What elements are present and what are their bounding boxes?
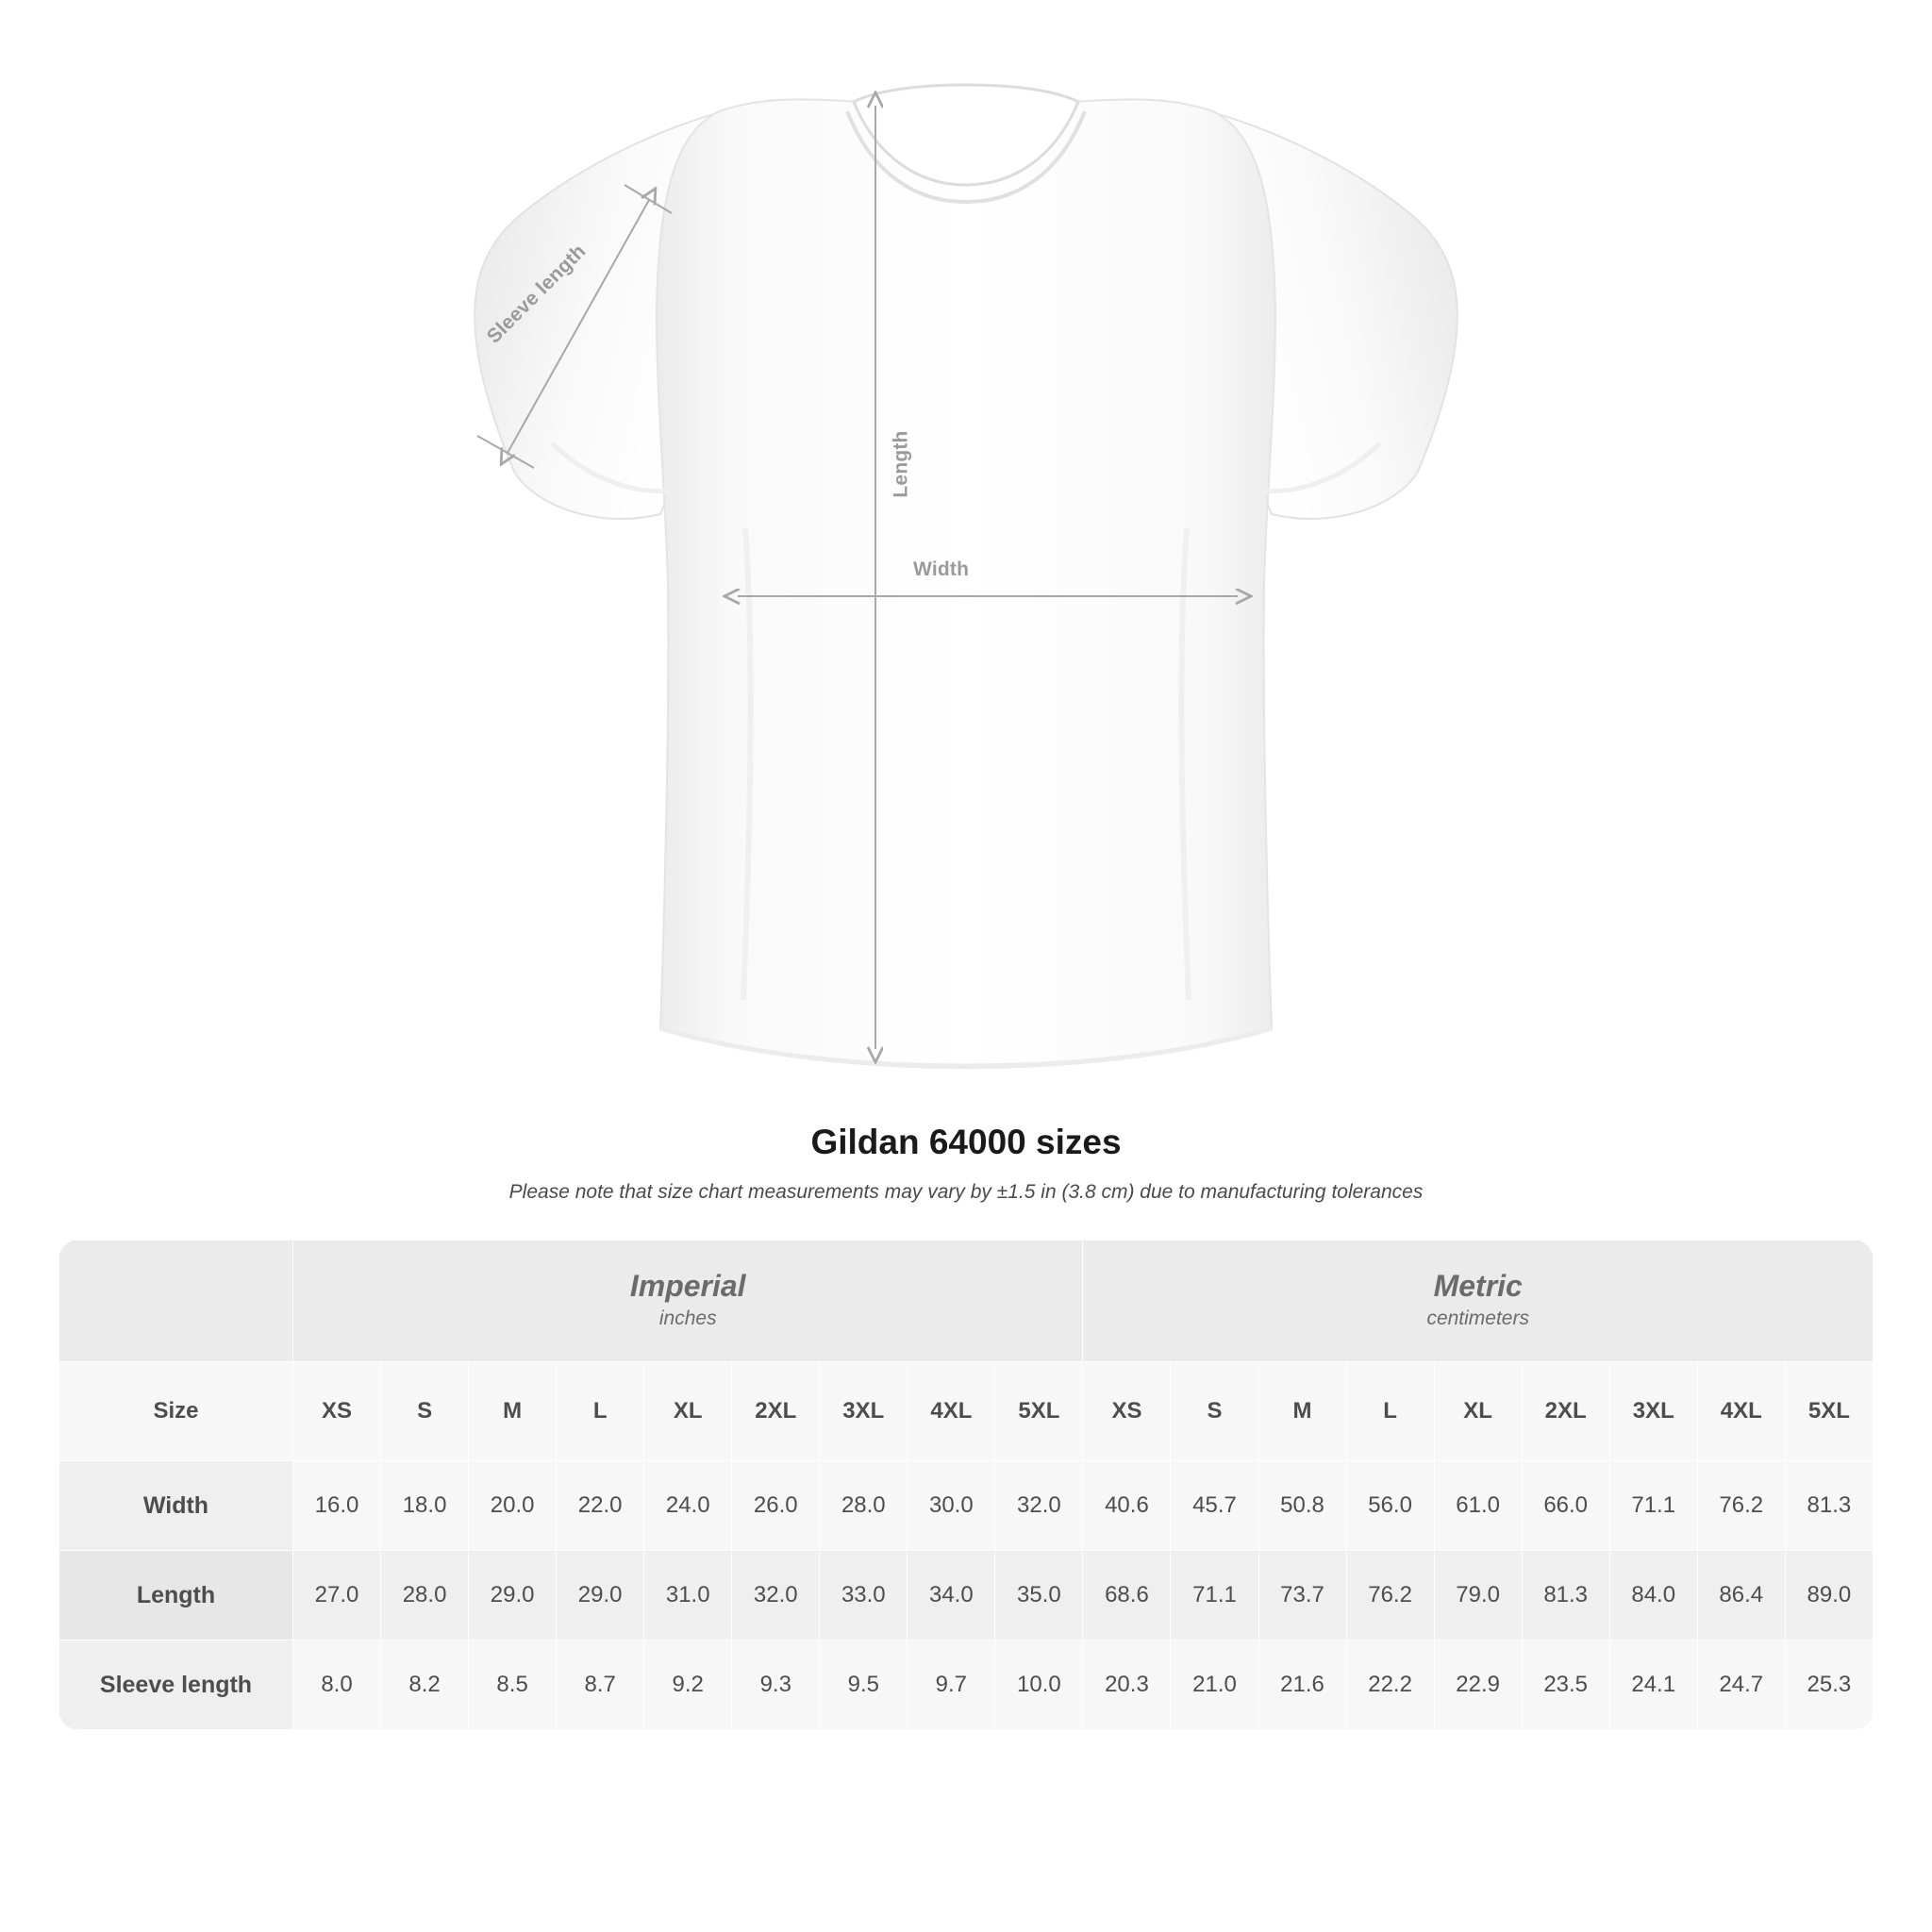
table-cell: 76.2	[1697, 1461, 1785, 1551]
size-col-header: L	[557, 1362, 644, 1461]
page-title: Gildan 64000 sizes	[810, 1123, 1122, 1161]
row-header-size: Size	[59, 1362, 293, 1461]
row-label-sleeve-length: Sleeve length	[59, 1641, 293, 1730]
table-cell: 8.0	[293, 1641, 381, 1730]
table-row	[59, 1461, 1874, 1551]
unit-group-imperial	[293, 1241, 1083, 1362]
table-cell: 21.0	[1171, 1641, 1258, 1730]
size-col-header: XS	[1083, 1362, 1171, 1461]
table-cell: 22.9	[1434, 1641, 1522, 1730]
table-cell: 9.3	[732, 1641, 820, 1730]
table-cell: 71.1	[1171, 1551, 1258, 1641]
table-cell: 81.3	[1522, 1551, 1609, 1641]
table-cell: 31.0	[644, 1551, 732, 1641]
table-cell: 29.0	[557, 1551, 644, 1641]
table-cell: 24.1	[1609, 1641, 1697, 1730]
table-cell: 81.3	[1785, 1461, 1873, 1551]
size-col-header: S	[1171, 1362, 1258, 1461]
unit-header-row	[59, 1241, 1874, 1362]
table-cell: 29.0	[469, 1551, 557, 1641]
table-cell: 22.2	[1346, 1641, 1434, 1730]
size-header-row	[59, 1362, 1874, 1461]
table-cell: 16.0	[293, 1461, 381, 1551]
table-cell: 22.0	[557, 1461, 644, 1551]
table-cell: 71.1	[1609, 1461, 1697, 1551]
table-cell: 86.4	[1697, 1551, 1785, 1641]
table-cell: 23.5	[1522, 1641, 1609, 1730]
size-table-wrapper	[58, 1240, 1874, 1730]
size-col-header: 2XL	[732, 1362, 820, 1461]
unit-metric-label: Metric	[1433, 1268, 1523, 1303]
size-col-header: 3XL	[1609, 1362, 1697, 1461]
size-col-header: XL	[644, 1362, 732, 1461]
size-col-header: XS	[293, 1362, 381, 1461]
table-cell: 24.7	[1697, 1641, 1785, 1730]
table-cell: 27.0	[293, 1551, 381, 1641]
size-col-header: 4XL	[1697, 1362, 1785, 1461]
size-col-header: S	[381, 1362, 469, 1461]
table-cell: 28.0	[820, 1461, 908, 1551]
table-cell: 32.0	[732, 1551, 820, 1641]
size-col-header: L	[1346, 1362, 1434, 1461]
size-col-header: XL	[1434, 1362, 1522, 1461]
table-cell: 73.7	[1258, 1551, 1346, 1641]
size-table	[58, 1240, 1874, 1730]
unit-header-spacer	[59, 1241, 293, 1362]
table-row	[59, 1641, 1874, 1730]
unit-imperial-label: Imperial	[629, 1268, 746, 1303]
table-cell: 9.7	[908, 1641, 995, 1730]
table-cell: 20.0	[469, 1461, 557, 1551]
sleeve-length-label: Sleeve length	[482, 240, 591, 348]
table-cell: 35.0	[995, 1551, 1083, 1641]
unit-metric-sublabel: centimeters	[1426, 1307, 1529, 1329]
table-cell: 24.0	[644, 1461, 732, 1551]
table-cell: 32.0	[995, 1461, 1083, 1551]
table-cell: 45.7	[1171, 1461, 1258, 1551]
table-cell: 10.0	[995, 1641, 1083, 1730]
table-cell: 21.6	[1258, 1641, 1346, 1730]
table-cell: 61.0	[1434, 1461, 1522, 1551]
size-col-header: 5XL	[995, 1362, 1083, 1461]
table-cell: 25.3	[1785, 1641, 1873, 1730]
size-col-header: 3XL	[820, 1362, 908, 1461]
table-cell: 28.0	[381, 1551, 469, 1641]
table-cell: 26.0	[732, 1461, 820, 1551]
table-cell: 18.0	[381, 1461, 469, 1551]
row-label-length: Length	[59, 1551, 293, 1641]
table-cell: 66.0	[1522, 1461, 1609, 1551]
size-col-header: 4XL	[908, 1362, 995, 1461]
table-cell: 56.0	[1346, 1461, 1434, 1551]
row-label-width: Width	[59, 1461, 293, 1551]
title-block	[0, 1123, 1932, 1204]
width-label: Width	[913, 558, 970, 580]
table-cell: 20.3	[1083, 1641, 1171, 1730]
size-col-header: M	[1258, 1362, 1346, 1461]
table-cell: 8.2	[381, 1641, 469, 1730]
tolerance-note: Please note that size chart measurements may vary by ±1.5 in (3.8 cm) due to manufacturing tolerances	[508, 1181, 1424, 1203]
table-cell: 9.5	[820, 1641, 908, 1730]
table-cell: 30.0	[908, 1461, 995, 1551]
unit-group-metric	[1083, 1241, 1874, 1362]
size-col-header: M	[469, 1362, 557, 1461]
table-cell: 68.6	[1083, 1551, 1171, 1641]
table-cell: 8.5	[469, 1641, 557, 1730]
length-label: Length	[890, 430, 912, 498]
unit-imperial-sublabel: inches	[658, 1307, 717, 1329]
table-cell: 34.0	[908, 1551, 995, 1641]
table-cell: 40.6	[1083, 1461, 1171, 1551]
table-cell: 84.0	[1609, 1551, 1697, 1641]
table-row	[59, 1551, 1874, 1641]
size-col-header: 5XL	[1785, 1362, 1873, 1461]
table-cell: 33.0	[820, 1551, 908, 1641]
table-cell: 9.2	[644, 1641, 732, 1730]
size-col-header: 2XL	[1522, 1362, 1609, 1461]
table-cell: 8.7	[557, 1641, 644, 1730]
table-cell: 76.2	[1346, 1551, 1434, 1641]
table-cell: 50.8	[1258, 1461, 1346, 1551]
table-cell: 89.0	[1785, 1551, 1873, 1641]
table-cell: 79.0	[1434, 1551, 1522, 1641]
